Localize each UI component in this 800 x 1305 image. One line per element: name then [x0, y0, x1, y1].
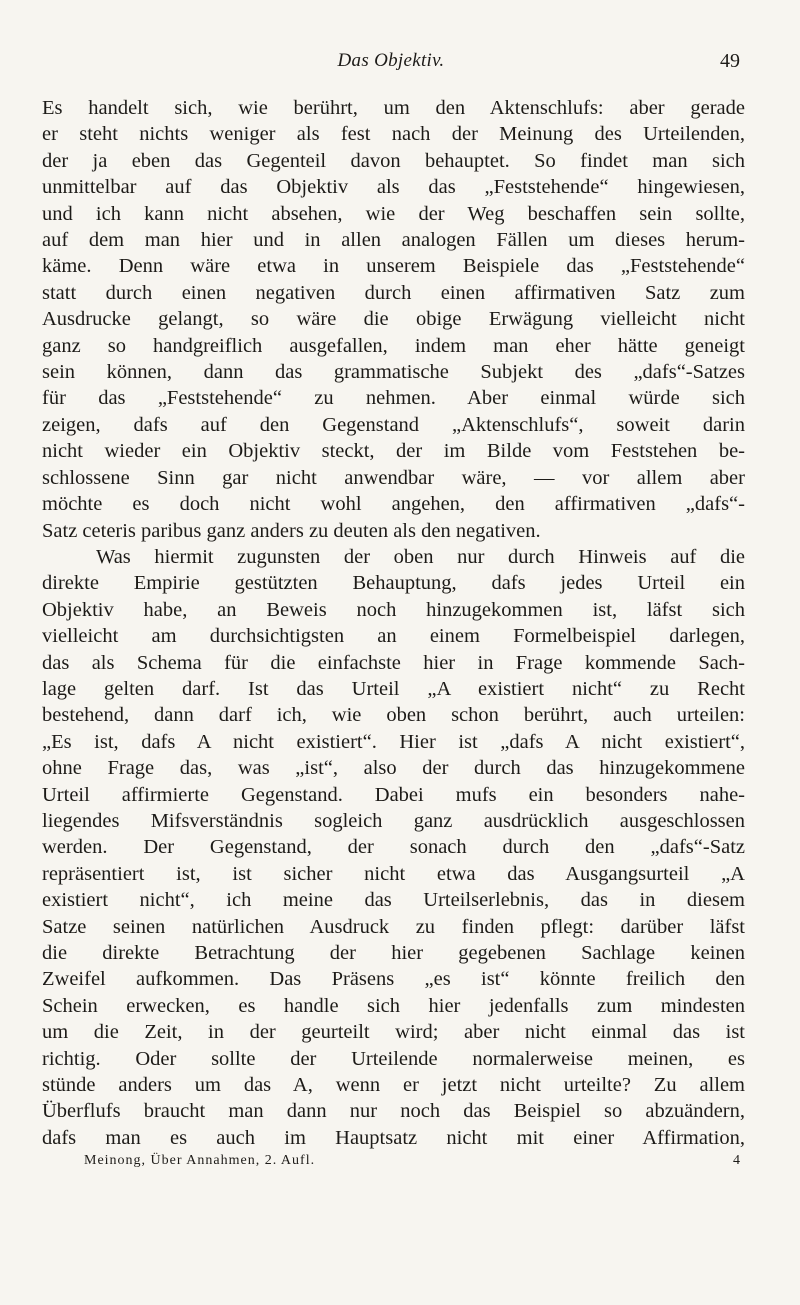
text-line: auf dem man hier und in allen analogen Fällen um dieses herum-: [42, 229, 745, 252]
text-line: Was hiermit zugunsten der oben nur durch Hinweis auf die: [96, 545, 745, 568]
text-line: Überflufs braucht man dann nur noch das Beispiel so abzuändern,: [42, 1100, 745, 1123]
text-line: Urteil affirmierte Gegenstand. Dabei mufs ein besonders nahe-: [42, 783, 745, 806]
text-line: möchte es doch nicht wohl angehen, den affirmativen „dafs“-: [42, 493, 745, 516]
signature-mark: Meinong, Über Annahmen, 2. Aufl.: [84, 1153, 316, 1169]
text-line: Zweifel aufkommen. Das Präsens „es ist“ könnte freilich den: [42, 968, 745, 991]
text-line: sein können, dann das grammatische Subjekt des „dafs“-Satzes: [42, 361, 745, 384]
page-footer: [42, 1153, 740, 1177]
text-line: Schein erwecken, es handle sich hier jedenfalls zum mindesten: [42, 994, 745, 1017]
text-line: um die Zeit, in der geurteilt wird; aber nicht einmal das ist: [42, 1021, 745, 1044]
text-line: bestehend, dann darf ich, wie oben schon berührt, auch urteilen:: [42, 704, 745, 727]
text-line: für das „Feststehende“ zu nehmen. Aber einmal würde sich: [42, 387, 745, 410]
body-text: [42, 95, 745, 1151]
running-title: Das Objektiv.: [337, 50, 445, 71]
text-line: der ja eben das Gegenteil davon behauptet. So findet man sich: [42, 149, 745, 172]
signature-number: 4: [733, 1153, 740, 1169]
text-line: liegendes Mifsverständnis sogleich ganz ausdrücklich ausgeschlossen: [42, 809, 745, 832]
text-line: stünde anders um das A, wenn er jetzt nicht urteilte? Zu allem: [42, 1074, 745, 1097]
text-line: dafs man es auch im Hauptsatz nicht mit einer Affirmation,: [42, 1126, 745, 1149]
text-line: existiert nicht“, ich meine das Urteilserlebnis, das in diesem: [42, 889, 745, 912]
text-line: nicht wieder ein Objektiv steckt, der im Bilde vom Feststehen be-: [42, 440, 745, 463]
text-line: „Es ist, dafs A nicht existiert“. Hier ist „dafs A nicht existiert“,: [42, 730, 745, 753]
text-line: richtig. Oder sollte der Urteilende normalerweise meinen, es: [42, 1047, 745, 1070]
text-line: ganz so handgreiflich ausgefallen, indem man eher hätte geneigt: [42, 334, 745, 357]
text-line: zeigen, dafs auf den Gegenstand „Aktenschlufs“, soweit darin: [42, 413, 745, 436]
text-line: unmittelbar auf das Objektiv als das „Feststehende“ hingewiesen,: [42, 176, 745, 199]
page-number: 49: [720, 50, 740, 72]
running-head: [42, 50, 740, 78]
text-line: vielleicht am durchsichtigsten an einem Formelbeispiel darlegen,: [42, 625, 745, 648]
text-line: Satze seinen natürlichen Ausdruck zu finden pflegt: darüber läfst: [42, 915, 745, 938]
text-line: das als Schema für die einfachste hier in Frage kommende Sach-: [42, 651, 745, 674]
text-line: die direkte Betrachtung der hier gegebenen Sachlage keinen: [42, 942, 745, 964]
text-line: Satz ceteris paribus ganz anders zu deuten als den negativen.: [42, 519, 541, 542]
text-line: repräsentiert ist, ist sicher nicht etwa das Ausgangsurteil „A: [42, 862, 745, 885]
text-line: statt durch einen negativen durch einen affirmativen Satz zum: [42, 281, 745, 304]
text-line: schlossene Sinn gar nicht anwendbar wäre, — vor allem aber: [42, 466, 745, 489]
text-line: direkte Empirie gestützten Behauptung, dafs jedes Urteil ein: [42, 572, 745, 595]
text-line: ohne Frage das, was „ist“, also der durch das hinzugekommene: [42, 757, 745, 780]
text-line: lage gelten darf. Ist das Urteil „A existiert nicht“ zu Recht: [42, 677, 745, 700]
text-line: Es handelt sich, wie berührt, um den Aktenschlufs: aber gerade: [42, 97, 745, 119]
text-line: käme. Denn wäre etwa in unserem Beispiele das „Feststehende“: [42, 255, 745, 278]
text-line: Ausdrucke gelangt, so wäre die obige Erwägung vielleicht nicht: [42, 308, 745, 331]
text-line: und ich kann nicht absehen, wie der Weg beschaffen sein sollte,: [42, 202, 745, 225]
text-line: Objektiv habe, an Beweis noch hinzugekommen ist, läfst sich: [42, 598, 745, 621]
text-line: werden. Der Gegenstand, der sonach durch den „dafs“-Satz: [42, 836, 745, 859]
text-line: er steht nichts weniger als fest nach der Meinung des Urteilenden,: [42, 123, 745, 146]
